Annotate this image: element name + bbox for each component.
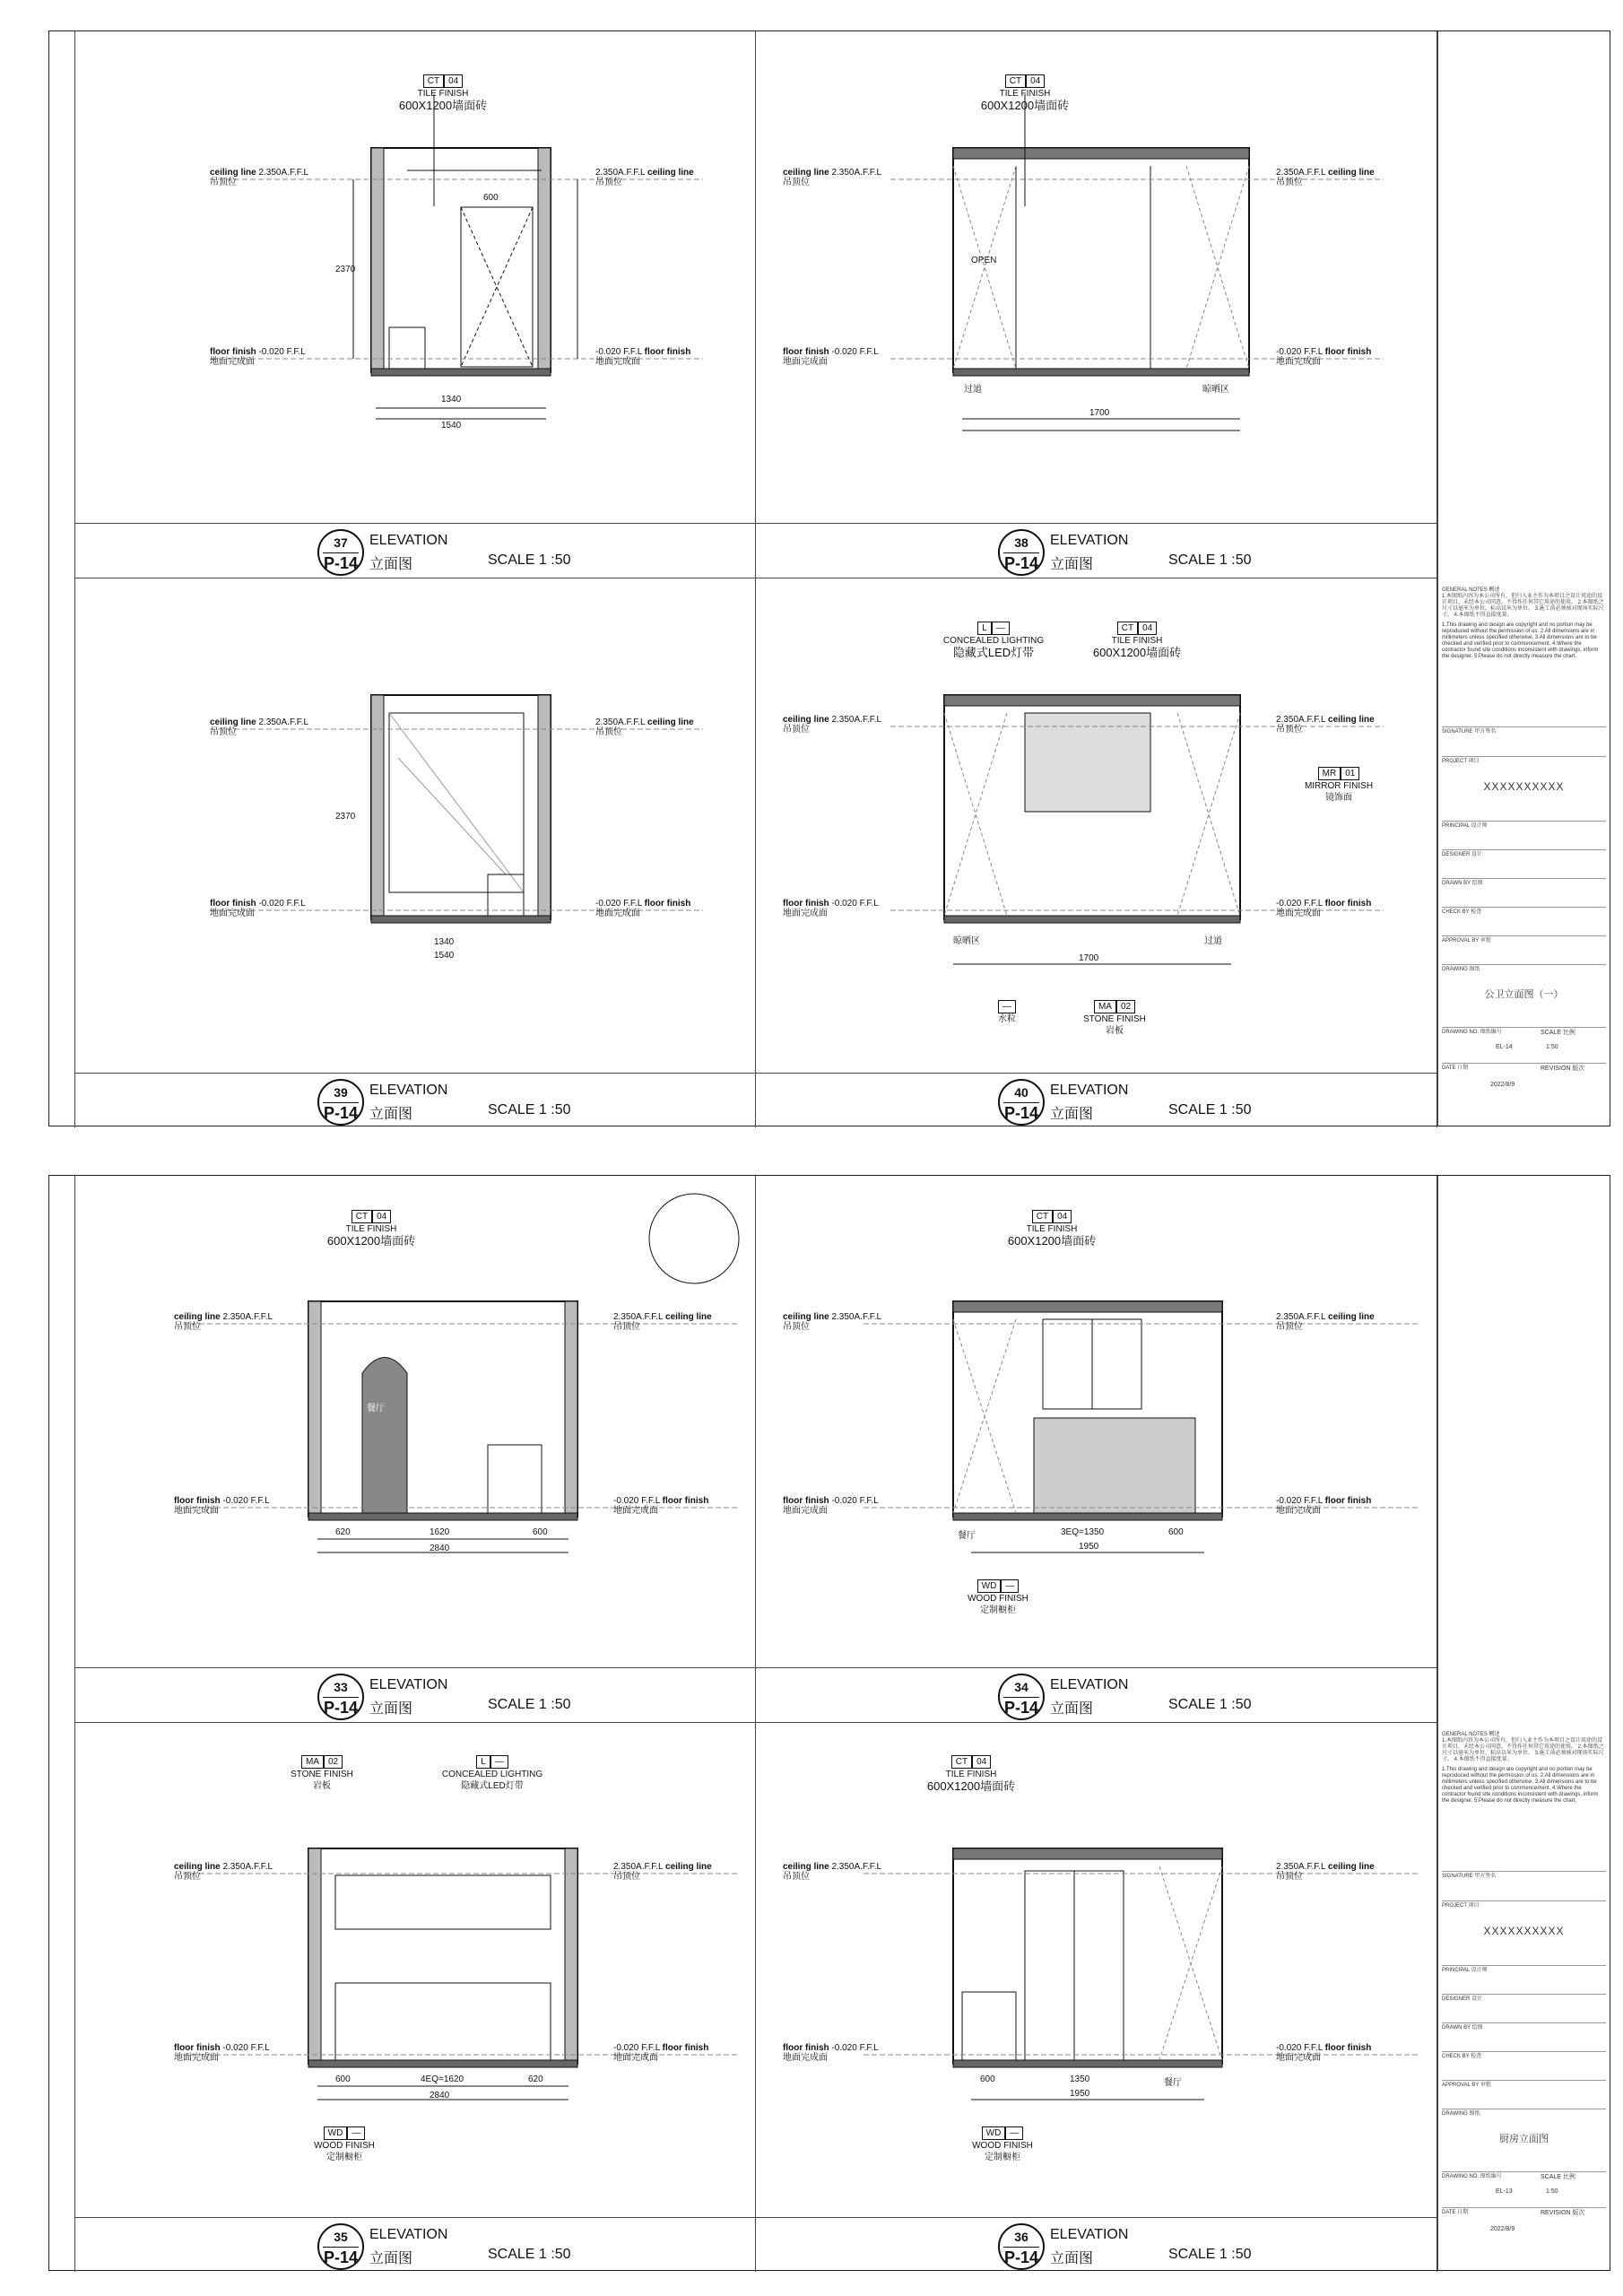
dim-total: 2840 [430,2091,450,2100]
tile-finish-tag: CT 04 TILE FINISH 600X1200墙面砖 [1007,1212,1097,1248]
elevation-38-drawing [756,31,1437,525]
ceiling-level-right: 2.350A.F.F.L ceiling line 吊顶位 [1276,168,1375,187]
elevation-35-drawing [75,1723,757,2216]
title-bar-33: 33 P-14 ELEVATION 立面图 SCALE 1 :50 [75,1667,755,1722]
dim-right: 600 [1168,1527,1184,1537]
concealed-lighting-tag: L — CONCEALED LIGHTING 隐藏式LED灯带 [942,623,1045,659]
ceiling-level-right: 2.350A.F.F.L ceiling line 吊顶位 [1276,1312,1375,1332]
designer-field: DESIGNER 设计 [1442,849,1606,858]
project-name: XXXXXXXXXX [1483,780,1565,793]
drawn-by-field: DRAWN BY 绘图 [1442,2022,1606,2031]
label-dining: 餐厅 [958,1531,976,1541]
elevation-title: ELEVATION [369,533,448,548]
general-notes: GENERAL NOTES 概述 1.本图纸内容为本公司所有，但归入业主作为本项目之设计用途的设计项目，未经本公司同意，不得作任何其它用途的使用。 2.本图纸之尺寸以毫米为单位，标高以米为单位。 3.施工前必须核对现场实际尺寸。 4.本图纸不得直接度量。 1.This drawing and design are copyright and no portion may be reproduced without the permission of us. 2.All dimensions are in millimeters unless specified otherwise. 3.All dimensions are to be checked and verified prior to commencement. 4.Where the contractor found site conditions inconsistent with drawings, inform the designer. 5.Please do not directly measure the chart. [1442,587,1604,659]
title-bar-38: 38 P-14 ELEVATION 立面图 SCALE 1 :50 [756,523,1436,578]
dim-width-a: 1340 [441,395,462,404]
check-by-field: CHECK BY 检查 [1442,2051,1606,2060]
tile-finish-tag: CT 04 TILE FINISH 600X1200墙面砖 [1092,623,1182,659]
dim-cabinets: 3EQ=1350 [1061,1527,1105,1537]
drawing-field: DRAWING 图纸 厨房立面图 [1442,2109,1606,2165]
label-drying: 晾晒区 [953,936,980,946]
drawing-number-bubble: 34 P-14 [998,1674,1045,1720]
ceiling-level-right: 2.350A.F.F.L ceiling line 吊顶位 [613,1312,712,1332]
dim-middle: 1620 [430,1527,450,1537]
scale-label: SCALE 1 :50 [488,552,571,568]
ceiling-level-right: 2.350A.F.F.L ceiling line 吊顶位 [1276,1862,1375,1882]
ceiling-level-right: 2.350A.F.F.L ceiling line 吊顶位 [595,718,694,737]
general-notes: GENERAL NOTES 概述 1.本图纸内容为本公司所有，但归入业主作为本项目之设计用途的设计项目，未经本公司同意，不得作任何其它用途的使用。 2.本图纸之尺寸以毫米为单位，标高以米为单位。 3.施工前必须核对现场实际尺寸。 4.本图纸不得直接度量。 1.This drawing and design are copyright and no portion may be reproduced without the permission of us. 2.All dimensions are in millimeters unless specified otherwise. 3.All dimensions are to be checked and verified prior to commencement. 4.Where the contractor found site conditions inconsistent with drawings, inform the designer. 5.Please do not directly measure the chart. [1442,1732,1604,1804]
title-bar-34: 34 P-14 ELEVATION 立面图 SCALE 1 :50 [756,1667,1436,1722]
title-bar-37 [75,523,755,578]
elevation-34-drawing [756,1176,1437,1669]
dim-width-total: 1540 [434,951,455,961]
dim-left: 620 [335,1527,351,1537]
drawing-number-bubble: 36 P-14 [998,2223,1045,2270]
scale-value: 1:50 [1546,2188,1558,2195]
drawing-number-bubble: 38 P-14 [998,529,1045,576]
tile-finish-tag: CT 04 TILE FINISH 600X1200墙面砖 [926,1757,1016,1793]
drawing-name: 厨房立面图 [1499,2134,1549,2144]
dim-height: 2370 [335,265,356,274]
mirror-finish-tag: MR 01 MIRROR FINISH 镜饰面 [1304,769,1374,803]
elevation-33-drawing [75,1176,757,1669]
elevation-panel-33 [74,1176,756,1723]
drawing-no-field: DRAWING NO. 图纸编号 SCALE 比例 EL-13 1:50 [1442,2171,1606,2205]
drawing-sheet-2 [48,1175,1610,2271]
project-field: PROJECT 项目 XXXXXXXXXX [1442,756,1606,813]
project-field: PROJECT 项目 XXXXXXXXXX [1442,1900,1606,1957]
floor-level-right: -0.020 F.F.L floor finish 地面完成面 [613,2043,709,2063]
stone-finish-tag: MA 02 STONE FINISH 岩板 [1083,1002,1146,1036]
title-bar-36: 36 P-14 ELEVATION 立面图 SCALE 1 :50 [756,2217,1436,2272]
label-dining: 餐厅 [367,1404,385,1413]
title-block-2 [1437,1176,1610,2270]
tag-name-en: TILE FINISH [417,89,469,99]
concealed-lighting-tag: L — CONCEALED LIGHTING 隐藏式LED灯带 [441,1757,543,1791]
scale-value: 1:50 [1546,1044,1558,1050]
dim-total: 1950 [1079,1542,1099,1552]
drawing-number-bubble: 35 P-14 [317,2223,364,2270]
dim-middle: 4EQ=1620 [421,2074,464,2084]
elevation-panel-39 [74,578,756,1127]
ceiling-level-left: ceiling line 2.350A.F.F.L 吊顶位 [174,1862,273,1882]
wood-finish-tag: WD — WOOD FINISH 定制橱柜 [314,2128,375,2162]
floor-level-left: floor finish -0.020 F.F.L 地面完成面 [174,2043,270,2063]
ceiling-level-right: 2.350A.F.F.L ceiling line 吊顶位 [613,1862,712,1882]
date-field: DATE 日期 REVISION 版次 2022/8/9 [1442,1063,1606,1096]
floor-level-left: floor finish -0.020 F.F.L 地面完成面 [210,347,306,367]
floor-level-left: floor finish -0.020 F.F.L 地面完成面 [783,899,879,918]
dim-width-total: 1540 [441,421,462,430]
elevation-title-cn: 立面图 [369,557,413,572]
dim-right: 600 [533,1527,548,1537]
tile-finish-tag: CT 04 TILE FINISH 600X1200墙面砖 [980,76,1070,112]
elevation-panel-40 [756,578,1437,1127]
check-by-field: CHECK BY 检查 [1442,907,1606,916]
dim-door-width: 600 [483,193,499,203]
elevation-panel-38 [756,31,1437,578]
drawing-no: EL-13 [1496,2188,1513,2195]
designer-field: DESIGNER 设计 [1442,1994,1606,2003]
signature-field: SIGNATURE 甲方签名 [1442,1871,1606,1880]
tag-number: 04 [444,74,463,88]
floor-level-right: -0.020 F.F.L floor finish 地面完成面 [1276,2043,1372,2063]
elevation-panel-36 [756,1723,1437,2272]
drawing-field: DRAWING 图纸 公卫立面图（一） [1442,964,1606,1021]
tile-finish-tag: CT 04 TILE FINISH 600X1200墙面砖 [326,1212,416,1248]
drawing-number-bubble: 37 P-14 [317,529,364,576]
floor-level-left: floor finish -0.020 F.F.L 地面完成面 [783,2043,879,2063]
faucet-tag: — 水粒 [998,1002,1016,1024]
wood-finish-tag: WD — WOOD FINISH 定制橱柜 [972,2128,1033,2162]
dim-right: 620 [528,2074,543,2084]
title-bar-35: 35 P-14 ELEVATION 立面图 SCALE 1 :50 [75,2217,755,2272]
drawing-no: EL-14 [1496,1044,1513,1050]
floor-level-left: floor finish -0.020 F.F.L 地面完成面 [210,899,306,918]
floor-level-right: -0.020 F.F.L floor finish 地面完成面 [595,347,691,367]
elevation-36-drawing [756,1723,1437,2216]
dim-height: 2370 [335,812,356,822]
floor-level-right: -0.020 F.F.L floor finish 地面完成面 [613,1496,709,1516]
floor-level-left: floor finish -0.020 F.F.L 地面完成面 [783,347,879,367]
drawn-by-field: DRAWN BY 绘图 [1442,878,1606,887]
elevation-panel-35 [74,1723,756,2272]
elevation-39-drawing [75,578,757,1072]
stone-finish-tag: MA 02 STONE FINISH 岩板 [291,1757,353,1791]
floor-level-left: floor finish -0.020 F.F.L 地面完成面 [174,1496,270,1516]
dim-total: 1700 [1079,953,1099,963]
dim-total: 2840 [430,1544,450,1553]
dim-width-a: 1340 [434,937,455,947]
tag-code: CT [423,74,444,88]
dim-total: 1950 [1070,2089,1090,2099]
label-drying: 晾晒区 [1202,385,1229,395]
project-name: XXXXXXXXXX [1483,1925,1565,1937]
drawing-sheet-1 [48,30,1610,1126]
tile-finish-tag [389,74,497,113]
wood-finish-tag: WD — WOOD FINISH 定制橱柜 [968,1581,1028,1615]
dim-left: 600 [335,2074,351,2084]
floor-level-left: floor finish -0.020 F.F.L 地面完成面 [783,1496,879,1516]
dim-middle: 1350 [1070,2074,1090,2084]
elevation-panel-37 [74,31,756,578]
floor-level-right: -0.020 F.F.L floor finish 地面完成面 [1276,1496,1372,1516]
label-dining: 餐厅 [1164,2078,1182,2088]
ceiling-level-right: 2.350A.F.F.L ceiling line 吊顶位 [595,168,694,187]
floor-level-right: -0.020 F.F.L floor finish 地面完成面 [1276,899,1372,918]
elevation-panel-34 [756,1176,1437,1723]
signature-field: SIGNATURE 甲方签名 [1442,726,1606,735]
dim-total: 1700 [1089,408,1110,418]
title-bar-40: 40 P-14 ELEVATION 立面图 SCALE 1 :50 [756,1073,1436,1127]
dim-left: 600 [980,2074,995,2084]
date-value: 2022/8/9 [1490,1082,1515,1088]
ceiling-level-left: ceiling line 2.350A.F.F.L 吊顶位 [174,1312,273,1332]
floor-level-right: -0.020 F.F.L floor finish 地面完成面 [595,899,691,918]
approval-by-field: APPROVAL BY 审批 [1442,2080,1606,2089]
drawing-number-bubble: 40 P-14 [998,1079,1045,1126]
ceiling-level-left: ceiling line 2.350A.F.F.L 吊顶位 [783,1312,882,1332]
title-block-1 [1437,31,1610,1126]
drawing-number-bubble: 39 P-14 [317,1079,364,1126]
drawing-no-field: DRAWING NO. 图纸编号 SCALE 比例 EL-14 1:50 [1442,1027,1606,1060]
label-corridor: 过道 [1204,936,1222,946]
principal-field: PRINCIPAL 设计师 [1442,821,1606,830]
ceiling-level-left: ceiling line 2.350A.F.F.L 吊顶位 [783,168,882,187]
drawing-number-bubble: 33 P-14 [317,1674,364,1720]
ceiling-level-right: 2.350A.F.F.L ceiling line 吊顶位 [1276,715,1375,735]
principal-field: PRINCIPAL 设计师 [1442,1965,1606,1974]
drawing-name: 公卫立面图（一） [1484,989,1564,1000]
ceiling-level-left: ceiling line 2.350A.F.F.L 吊顶位 [783,1862,882,1882]
title-bar-39: 39 P-14 ELEVATION 立面图 SCALE 1 :50 [75,1073,755,1127]
ceiling-level-left: ceiling line 2.350A.F.F.L 吊顶位 [210,718,309,737]
tag-name-cn: 600X1200墙面砖 [398,99,488,112]
approval-by-field: APPROVAL BY 审批 [1442,935,1606,944]
ceiling-level-left: ceiling line 2.350A.F.F.L 吊顶位 [210,168,309,187]
label-open: OPEN [971,256,997,265]
ceiling-level-left: ceiling line 2.350A.F.F.L 吊顶位 [783,715,882,735]
floor-level-right: -0.020 F.F.L floor finish 地面完成面 [1276,347,1372,367]
date-field: DATE 日期 REVISION 版次 2022/8/9 [1442,2207,1606,2240]
label-corridor: 过道 [964,385,982,395]
date-value: 2022/8/9 [1490,2226,1515,2232]
